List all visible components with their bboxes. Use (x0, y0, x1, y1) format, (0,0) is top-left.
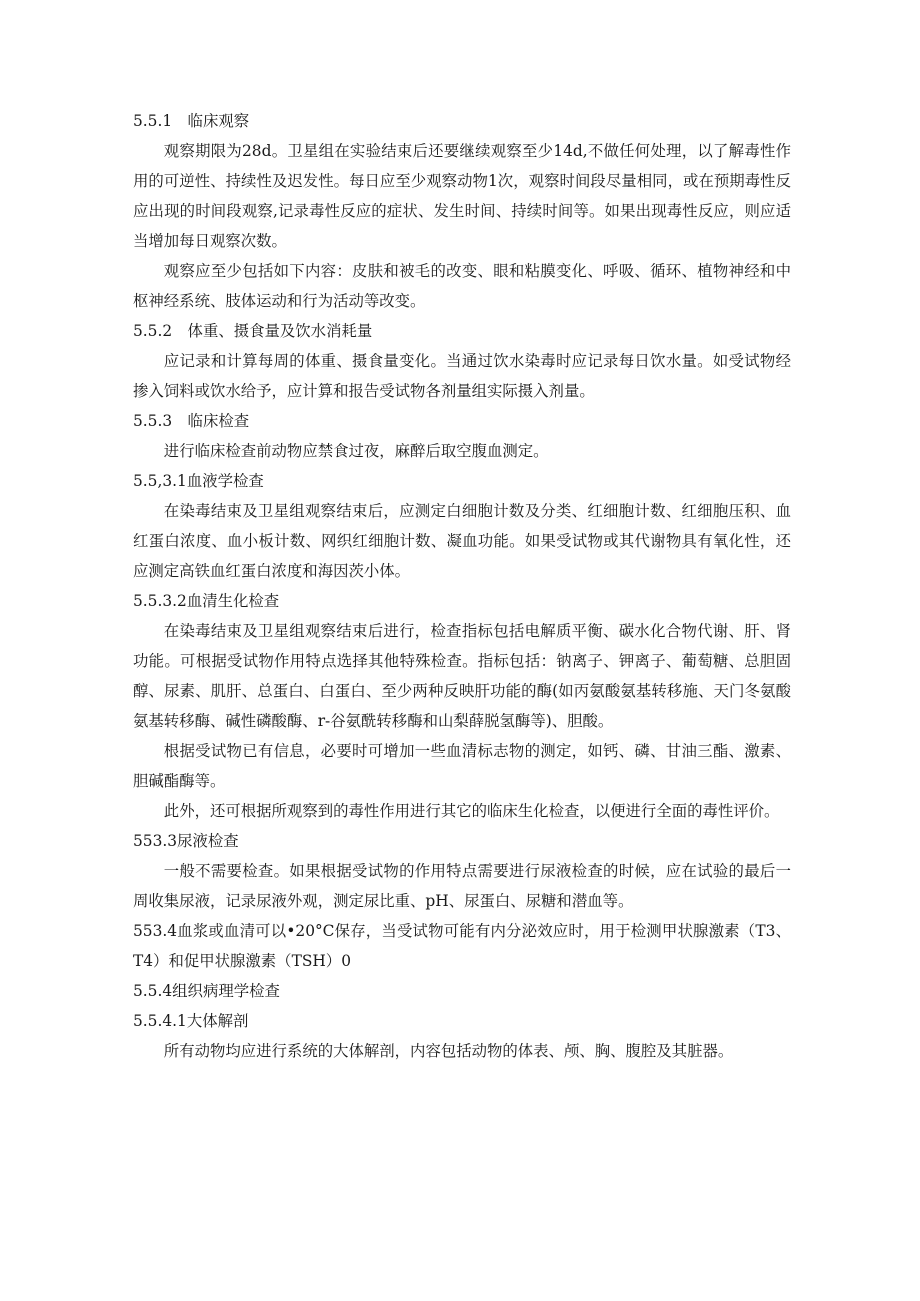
paragraph-hematology: 在染毒结束及卫星组观察结束后，应测定白细胞计数及分类、红细胞计数、红细胞压积、血红蛋白浓度、血小板计数、网织红细胞计数、凝血功能。如果受试物或其代谢物具有氧化性，还应测定高铁血红蛋白浓度和海因茨小体。 (133, 502, 791, 580)
section-heading-5-5-4: 5.5.4组织病理学检查 (133, 982, 280, 1000)
paragraph-necropsy: 所有动物均应进行系统的大体解剖，内容包括动物的体表、颅、胸、腹腔及其脏器。 (163, 1042, 734, 1060)
paragraph-clinical-fasting: 进行临床检查前动物应禁食过夜，麻醉后取空腹血测定。 (163, 442, 549, 460)
paragraph-serum-biochem: 在染毒结束及卫星组观察结束后进行，检查指标包括电解质平衡、碳水化合物代谢、肝、肾功能。可根据受试物作用特点选择其他特殊检查。指标包括：钠离子、钾离子、葡萄糖、总胆固醇、尿素、肌肝、总蛋白、白蛋白、至少两种反映肝功能的酶(如丙氨酸氨基转移施、天门冬氨酸氨基转移酶、碱性磷酸酶、r-谷氨酰转移酶和山梨薛脱氢酶等)、胆酸。 (133, 622, 791, 730)
paragraph-observation-period: 观察期限为28d。卫星组在实验结束后还要继续观察至少14d,不做任何处理，以了解毒性作用的可逆性、持续性及迟发性。每日应至少观察动物1次，观察时间段尽量相同，或在预期毒性反应出现的时间段观察,记录毒性反应的症状、发生时间、持续时间等。如果出现毒性反应，则应适当增加每日观察次数。 (133, 142, 791, 250)
paragraph-serum-markers: 根据受试物已有信息，必要时可增加一些血清标志物的测定，如钙、磷、甘油三酯、激素、胆碱酯酶等。 (133, 742, 791, 790)
section-heading-5-5-3-2: 5.5.3.2血清生化检查 (133, 592, 280, 610)
section-heading-5-5-1: 5.5.1 临床观察 (133, 112, 250, 130)
paragraph-weight-food: 应记录和计算每周的体重、摄食量变化。当通过饮水染毒时应记录每日饮水量。如受试物经掺入饲料或饮水给予，应计算和报告受试物各剂量组实际摄入剂量。 (133, 352, 791, 400)
section-heading-5-5-3-3: 553.3尿液检查 (133, 832, 239, 850)
section-heading-5-5-3-1: 5.5,3.1血液学检查 (133, 472, 264, 490)
section-heading-5-5-2: 5.5.2 体重、摄食量及饮水消耗量 (133, 322, 373, 340)
paragraph-urine: 一般不需要检查。如果根据受试物的作用特点需要进行尿液检查的时候，应在试验的最后一周收集尿液，记录尿液外观，测定尿比重、pH、尿蛋白、尿糖和潜血等。 (133, 862, 791, 910)
section-heading-5-5-3: 5.5.3 临床检查 (133, 412, 250, 430)
section-heading-5-5-4-1: 5.5.4.1大体解剖 (133, 1012, 249, 1030)
section-heading-5-5-3-4: 553.4血浆或血清可以•20°C保存，当受试物可能有内分泌效应时，用于检测甲状腺激素（T3、T4）和促甲状腺激素（TSH）0 (133, 922, 791, 970)
paragraph-observation-content: 观察应至少包括如下内容：皮肤和被毛的改变、眼和粘膜变化、呼吸、循环、植物神经和中枢神经系统、肢体运动和行为活动等改变。 (133, 262, 791, 310)
paragraph-other-biochem: 此外，还可根据所观察到的毒性作用进行其它的临床生化检查，以便进行全面的毒性评价。 (163, 802, 780, 820)
document-page (133, 106, 791, 1066)
